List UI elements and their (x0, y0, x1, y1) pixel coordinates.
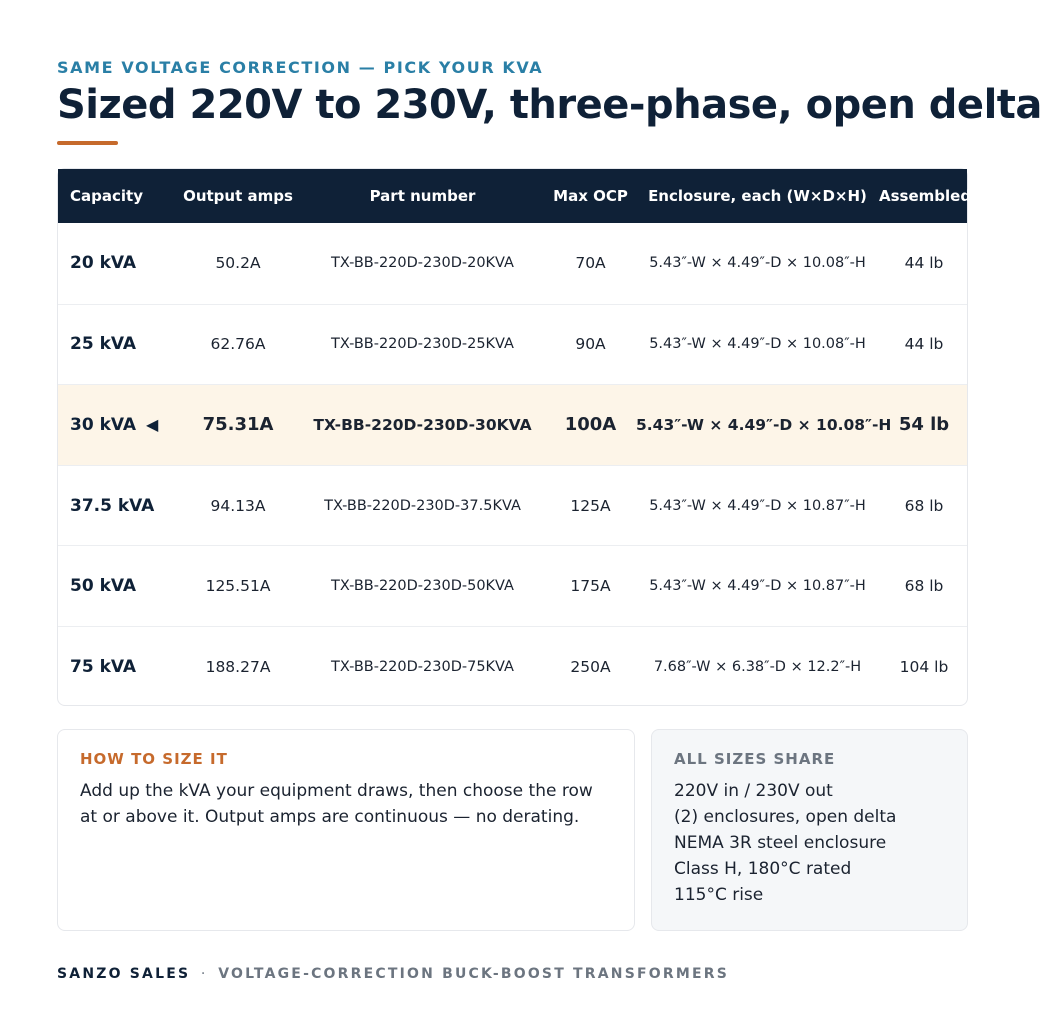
cell-weight-text: 54 lb (898, 414, 950, 436)
shared-spec-item: (2) enclosures, open delta (674, 807, 897, 827)
cell-part-number-text: TX-BB-220D-230D-20KVA (331, 255, 514, 272)
cell-enclosure (636, 255, 879, 271)
cell-capacity-text: 50 kVA (70, 576, 137, 597)
cell-part-number (300, 659, 545, 675)
cell-enclosure (636, 415, 892, 434)
cell-part-number-text: TX-BB-220D-230D-30KVA (313, 415, 532, 434)
cell-part-number-text: TX-BB-220D-230D-37.5KVA (324, 497, 521, 514)
cell-max-ocp (545, 254, 636, 272)
cell-enclosure-text: 5.43″-W × 4.49″-D × 10.08″-H (649, 336, 866, 353)
cell-weight-text: 68 lb (904, 496, 944, 515)
cell-output-amps-text: 125.51A (205, 577, 271, 596)
cell-enclosure (636, 336, 879, 352)
column-header-enclosure: Enclosure, each (W×D×H) (648, 187, 867, 205)
cell-max-ocp-text: 100A (564, 414, 617, 436)
cell-weight (879, 497, 969, 515)
cell-part-number-text: TX-BB-220D-230D-75KVA (331, 658, 514, 675)
cell-output-amps-text: 75.31A (202, 414, 274, 436)
cell-max-ocp (545, 335, 636, 353)
cell-part-number (300, 498, 545, 514)
cell-output-amps-text: 94.13A (210, 496, 266, 515)
cell-output-amps-text: 188.27A (205, 657, 271, 676)
cell-capacity (58, 496, 176, 516)
shared-spec-item: Class H, 180°C rated (674, 859, 852, 879)
cell-enclosure-text: 5.43″-W × 4.49″-D × 10.08″-H (649, 255, 866, 272)
cell-output-amps (176, 254, 300, 272)
title-underline (57, 141, 118, 145)
cell-weight (879, 658, 969, 676)
cell-enclosure-text: 5.43″-W × 4.49″-D × 10.87″-H (649, 578, 866, 595)
spec-table (57, 168, 998, 706)
selected-row-arrow-icon: ◀ (146, 414, 159, 434)
page-title: Sized 220V to 230V, three-phase, open delta (57, 82, 1042, 128)
cell-enclosure-text: 5.43″-W × 4.49″-D × 10.08″-H (636, 415, 892, 434)
all-sizes-share-heading: ALL SIZES SHARE (674, 750, 836, 768)
cell-capacity (58, 253, 176, 273)
cell-capacity-text: 20 kVA (70, 253, 137, 274)
cell-part-number-text: TX-BB-220D-230D-25KVA (331, 336, 514, 353)
cell-capacity-text: 25 kVA (70, 334, 137, 355)
cell-max-ocp-text: 175A (570, 577, 611, 596)
cell-capacity-text: 75 kVA (70, 656, 137, 677)
cell-max-ocp-text: 250A (570, 657, 611, 676)
how-to-size-heading: HOW TO SIZE IT (80, 750, 228, 768)
cell-enclosure-text: 7.68″-W × 6.38″-D × 12.2″-H (653, 658, 862, 675)
column-header-output-amps: Output amps (183, 187, 293, 205)
cell-capacity (58, 657, 176, 677)
all-sizes-share-card (651, 729, 968, 931)
table-row (58, 465, 967, 546)
column-header-part-number: Part number (369, 187, 476, 205)
table-row (58, 626, 967, 707)
cell-weight (879, 254, 969, 272)
cell-enclosure-text: 5.43″-W × 4.49″-D × 10.87″-H (649, 497, 866, 514)
cell-max-ocp (545, 577, 636, 595)
cell-weight (879, 335, 969, 353)
cell-part-number (300, 578, 545, 594)
cell-capacity (58, 415, 176, 435)
column-header-capacity: Capacity (70, 187, 143, 205)
table-row (58, 223, 967, 304)
column-header-weight: Assembled wt (879, 187, 998, 205)
footer-separator: · (200, 966, 208, 982)
cell-weight-text: 44 lb (904, 254, 944, 273)
column-header-max-ocp: Max OCP (553, 187, 628, 205)
cell-enclosure (636, 578, 879, 594)
cell-weight-text: 44 lb (904, 335, 944, 354)
footer (57, 966, 729, 982)
cell-output-amps (176, 414, 300, 435)
cell-max-ocp (545, 414, 636, 435)
how-to-size-card (57, 729, 635, 931)
eyebrow-label: SAME VOLTAGE CORRECTION — PICK YOUR KVA (57, 58, 544, 77)
cell-weight (879, 577, 969, 595)
cell-max-ocp-text: 90A (575, 335, 606, 354)
shared-spec-item: NEMA 3R steel enclosure (674, 833, 887, 853)
cell-max-ocp-text: 125A (570, 496, 611, 515)
cell-capacity-text: 37.5 kVA (70, 495, 155, 516)
table-row-selected (58, 384, 967, 465)
cell-output-amps (176, 497, 300, 515)
cell-output-amps-text: 62.76A (210, 335, 266, 354)
cell-output-amps (176, 658, 300, 676)
cell-weight-text: 104 lb (899, 657, 949, 676)
table-row (58, 545, 967, 626)
cell-max-ocp (545, 497, 636, 515)
table-body (58, 223, 967, 707)
cell-output-amps-text: 50.2A (215, 254, 261, 273)
footer-brand: SANZO SALES (57, 966, 191, 982)
footer-tagline: VOLTAGE-CORRECTION BUCK-BOOST TRANSFORMERS (218, 966, 730, 982)
table-row (58, 304, 967, 385)
cell-capacity (58, 576, 176, 596)
shared-spec-item: 220V in / 230V out (674, 781, 833, 801)
cell-weight-text: 68 lb (904, 577, 944, 596)
shared-spec-list (674, 778, 945, 908)
cell-output-amps (176, 577, 300, 595)
cell-enclosure (636, 659, 879, 675)
how-to-size-text: Add up the kVA your equipment draws, then choose the row at or above it. Output amps are continuous — no derating. (80, 781, 593, 827)
cell-weight (879, 414, 969, 435)
table-header (58, 169, 998, 223)
shared-spec-item: 115°C rise (674, 885, 764, 905)
cell-max-ocp-text: 70A (575, 254, 606, 273)
cell-output-amps (176, 335, 300, 353)
cell-max-ocp (545, 658, 636, 676)
cell-part-number (300, 255, 545, 271)
cell-part-number (300, 416, 545, 434)
cell-enclosure (636, 498, 879, 514)
cell-part-number (300, 336, 545, 352)
cell-part-number-text: TX-BB-220D-230D-50KVA (331, 578, 514, 595)
cell-capacity-text: 30 kVA (70, 414, 137, 435)
cell-capacity (58, 334, 176, 354)
